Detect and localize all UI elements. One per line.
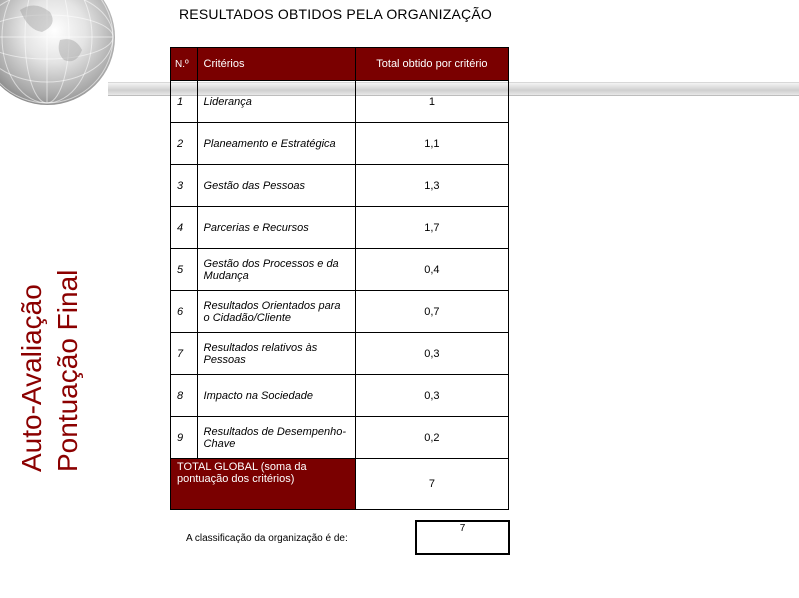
vertical-title-line-1: Auto-Avaliação [16,284,47,472]
row-total: 1,1 [355,123,508,165]
table-row [171,207,509,249]
row-criterion: Resultados de Desempenho-Chave [197,417,355,459]
table-header-row [171,48,509,81]
row-total: 1,3 [355,165,508,207]
table-row [171,81,509,123]
row-number: 4 [171,207,198,249]
page-title: RESULTADOS OBTIDOS PELA ORGANIZAÇÃO [179,6,492,22]
vertical-title-line-2: Pontuação Final [52,269,83,472]
header-criterion: Critérios [197,48,355,81]
table-row [171,375,509,417]
row-number: 2 [171,123,198,165]
row-criterion: Resultados relativos às Pessoas [197,333,355,375]
row-total: 0,3 [355,333,508,375]
table-row [171,417,509,459]
row-criterion: Resultados Orientados para o Cidadão/Cliente [197,291,355,333]
row-criterion: Liderança [197,81,355,123]
row-criterion: Impacto na Sociedade [197,375,355,417]
table-row [171,249,509,291]
row-total: 0,2 [355,417,508,459]
table-row [171,123,509,165]
row-number: 6 [171,291,198,333]
header-n: N.º [171,48,198,81]
vertical-title [14,212,86,472]
row-number: 3 [171,165,198,207]
total-label: TOTAL GLOBAL (soma da pontuação dos critérios) [171,459,356,510]
globe-icon [0,0,115,105]
total-value: 7 [355,459,508,510]
row-total: 0,4 [355,249,508,291]
total-row [171,459,509,510]
table-row [171,333,509,375]
row-number: 7 [171,333,198,375]
table-row [171,291,509,333]
row-total: 1,7 [355,207,508,249]
row-total: 0,3 [355,375,508,417]
table-row [171,165,509,207]
row-number: 9 [171,417,198,459]
row-number: 5 [171,249,198,291]
row-criterion: Planeamento e Estratégica [197,123,355,165]
results-table [170,47,509,510]
row-total: 1 [355,81,508,123]
classification-value: 7 [415,520,510,555]
row-number: 8 [171,375,198,417]
header-total: Total obtido por critério [355,48,508,81]
row-criterion: Parcerias e Recursos [197,207,355,249]
row-criterion: Gestão das Pessoas [197,165,355,207]
row-criterion: Gestão dos Processos e da Mudança [197,249,355,291]
row-total: 0,7 [355,291,508,333]
classification-label: A classificação da organização é de: [186,533,348,544]
row-number: 1 [171,81,198,123]
